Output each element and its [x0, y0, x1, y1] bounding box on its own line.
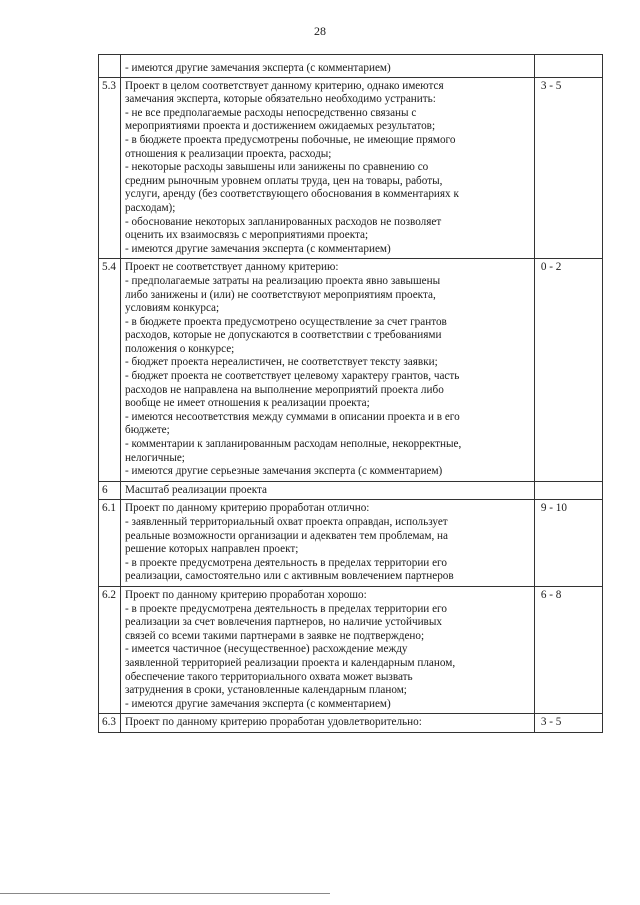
- description-line: мероприятиями проекта и достижением ожидаемых результатов;: [125, 120, 436, 133]
- description-line: замечания эксперта, которые обязательно необходимо устранить:: [125, 93, 436, 106]
- description-line: условиям конкурса;: [125, 302, 220, 315]
- description-line: - не все предполагаемые расходы непосредственно связаны с: [125, 106, 417, 119]
- description-line: отношения к реализации проекта, расходы;: [125, 147, 332, 160]
- criterion-number: 6.1: [99, 500, 121, 587]
- description-line: реальные возможности организации и адекватен тем проблемам, на: [125, 529, 449, 542]
- description-line: Проект по данному критерию проработан удовлетворительно:: [125, 716, 422, 729]
- description-line: - имеются другие замечания эксперта (с комментарием): [125, 697, 391, 710]
- criterion-description: [121, 77, 535, 259]
- criteria-row: [99, 77, 603, 259]
- criterion-description: [121, 500, 535, 587]
- description-line: расходов не направлена на выполнение мероприятий проекта либо: [125, 383, 444, 396]
- description-line: - в бюджете проекта предусмотрены побочные, не имеющие прямого: [125, 133, 456, 146]
- criterion-description: [121, 259, 535, 482]
- criteria-row: [99, 586, 603, 713]
- description-line: вообще не имеет отношения к реализации проекта;: [125, 397, 370, 410]
- description-line: Проект по данному критерию проработан отлично:: [125, 502, 370, 515]
- criteria-row: [99, 714, 603, 733]
- description-line: решение которых направлен проект;: [125, 543, 299, 556]
- description-line: либо занижены и (или) не соответствуют мероприятиям проекта,: [125, 288, 436, 301]
- description-line: Проект по данному критерию проработан хорошо:: [125, 588, 367, 601]
- description-line: - бюджет проекта не соответствует целевому характеру грантов, часть: [125, 370, 460, 383]
- description-line: оценить их взаимосвязь с мероприятиями проекта;: [125, 229, 369, 242]
- criterion-description: [121, 586, 535, 713]
- description-line: - предполагаемые затраты на реализацию проекта явно завышены: [125, 274, 441, 287]
- page-number: 28: [314, 24, 326, 38]
- score-range: 0 - 2: [534, 259, 602, 482]
- description-line: - обоснование некоторых запланированных расходов не позволяет: [125, 215, 442, 228]
- criterion-number: 6: [99, 481, 121, 500]
- description-line: - в проекте предусмотрена деятельность в пределах территории его: [125, 602, 447, 615]
- score-range: 3 - 5: [534, 714, 602, 733]
- criterion-number: 5.3: [99, 77, 121, 259]
- description-line: - комментарии к запланированным расходам неполные, некорректные,: [125, 438, 462, 451]
- description-line: бюджете;: [125, 424, 170, 437]
- criteria-row: [99, 55, 603, 78]
- description-line: Проект в целом соответствует данному критерию, однако имеются: [125, 79, 444, 92]
- criteria-table: [98, 54, 603, 733]
- description-line: - некоторые расходы завышены или занижены по сравнению со: [125, 161, 429, 174]
- description-line: Проект не соответствует данному критерию:: [125, 261, 339, 274]
- description-line: затруднения в сроки, установленные календарным планом;: [125, 684, 407, 697]
- criterion-description: [121, 55, 535, 78]
- description-line: обеспечение такого территориального охвата может вызвать: [125, 670, 413, 683]
- description-line: расходам);: [125, 201, 176, 214]
- description-line: - заявленный территориальный охват проекта оправдан, использует: [125, 516, 448, 528]
- description-line: - имеется частичное (несущественное) расхождение между: [125, 643, 408, 656]
- score-range: 3 - 5: [534, 77, 602, 259]
- criterion-number: [99, 55, 121, 78]
- criterion-number: 6.2: [99, 586, 121, 713]
- description-line: - в бюджете проекта предусмотрено осуществление за счет грантов: [125, 315, 447, 328]
- description-line: нелогичные;: [125, 451, 185, 464]
- description-line: средним рыночным уровнем оплаты труда, цен на товары, работы,: [125, 174, 443, 187]
- criterion-number: 5.4: [99, 259, 121, 482]
- description-line: услуги, аренду (без соответствующего обоснования в комментариях к: [125, 188, 459, 201]
- description-line: реализации за счет вовлечения партнеров, но наличие устойчивых: [125, 616, 442, 629]
- description-line: - имеются другие серьезные замечания эксперта (с комментарием): [125, 465, 443, 478]
- score-range: 9 - 10: [534, 500, 602, 587]
- score-range: 6 - 8: [534, 586, 602, 713]
- score-range: [534, 55, 602, 78]
- criteria-row: [99, 481, 603, 500]
- description-line: заявленной территорией реализации проекта и календарным планом,: [125, 656, 456, 669]
- description-line: реализации, самостоятельно или с активным вовлечением партнеров: [125, 570, 454, 583]
- description-line: - имеются несоответствия между суммами в описании проекта и в его: [125, 410, 460, 423]
- criteria-table-body: [99, 55, 603, 733]
- criterion-description: [121, 714, 535, 733]
- criteria-row: [99, 259, 603, 482]
- description-line: Масштаб реализации проекта: [125, 483, 268, 496]
- footer-divider: [0, 893, 330, 894]
- description-line: - в проекте предусмотрена деятельность в пределах территории его: [125, 556, 447, 569]
- score-range: [534, 481, 602, 500]
- criterion-description: [121, 481, 535, 500]
- description-line: положения о конкурсе;: [125, 342, 235, 355]
- description-line: расходов, которые не допускаются в соответствии с требованиями: [125, 329, 442, 342]
- description-line: связей со всеми такими партнерами в заявке не подтверждено;: [125, 629, 425, 642]
- description-line: - имеются другие замечания эксперта (с комментарием): [125, 242, 391, 255]
- criterion-number: 6.3: [99, 714, 121, 733]
- description-line: - бюджет проекта нереалистичен, не соответствует тексту заявки;: [125, 356, 438, 369]
- description-line: - имеются другие замечания эксперта (с комментарием): [125, 62, 391, 74]
- criteria-row: [99, 500, 603, 587]
